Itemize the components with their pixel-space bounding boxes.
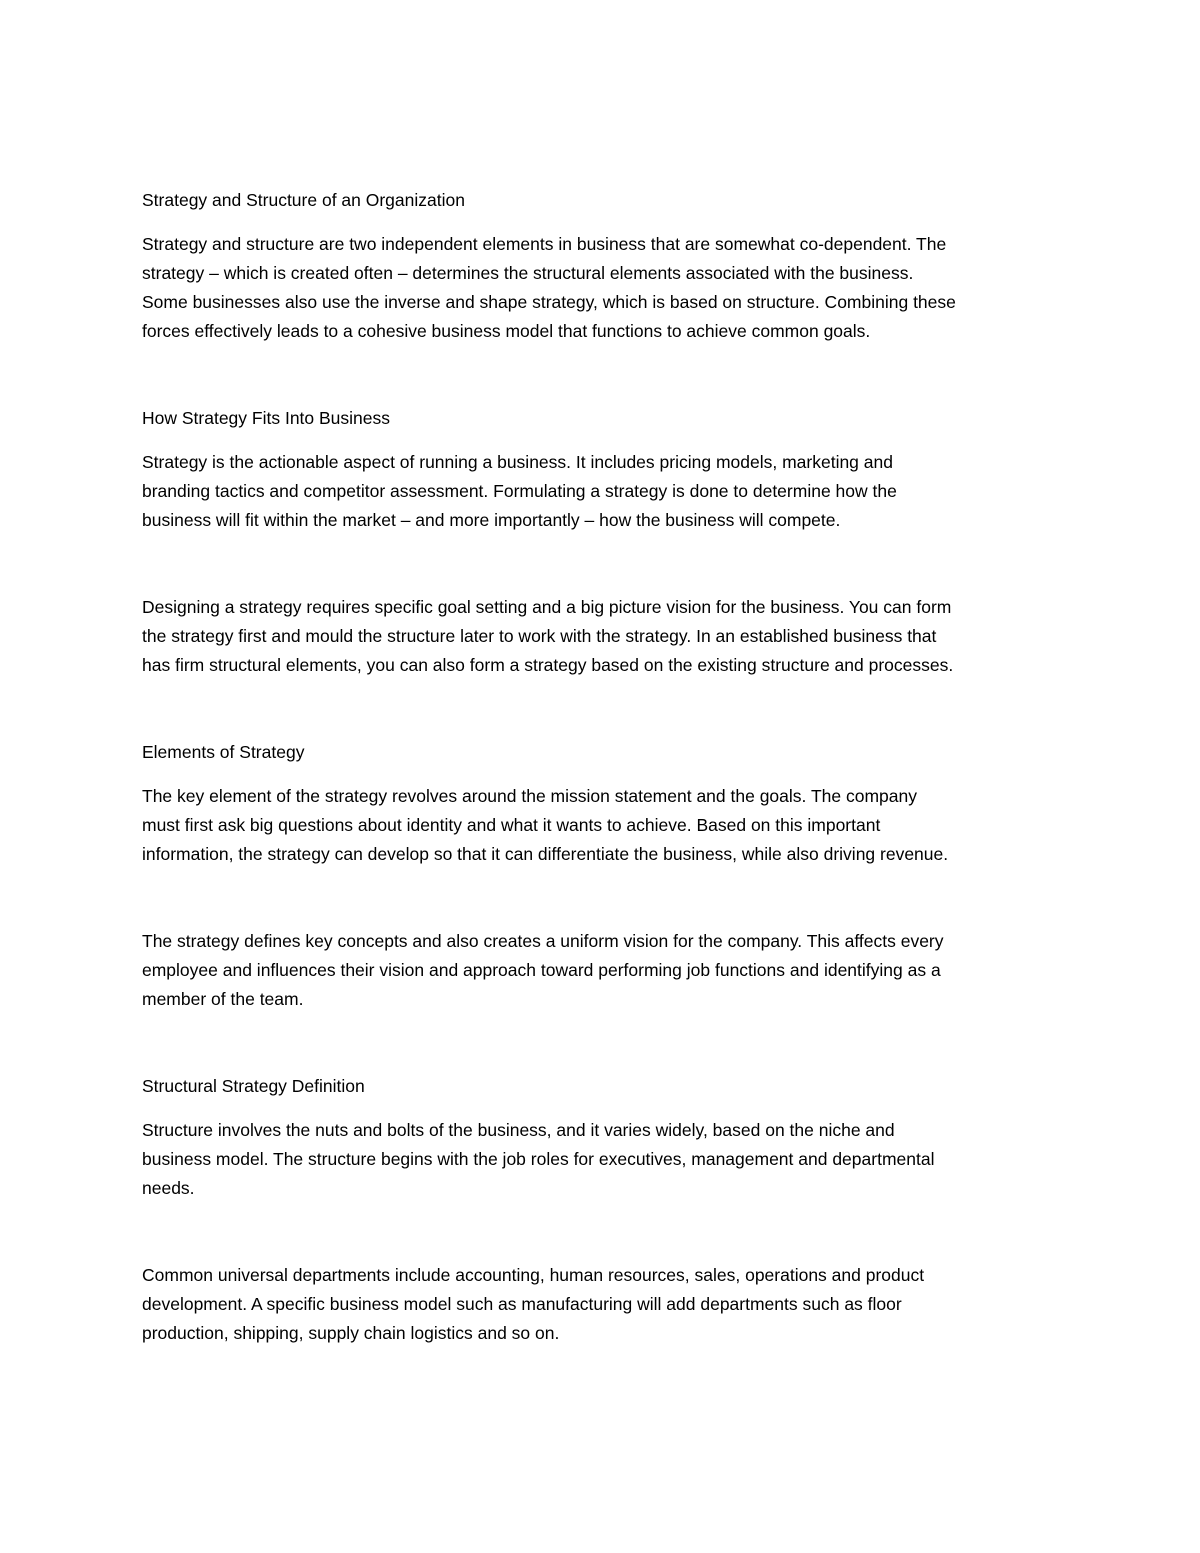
section-heading: Strategy and Structure of an Organization	[142, 190, 465, 210]
paragraph-line: strategy – which is created often – determines the structural elements associated with the business.	[142, 263, 914, 283]
paragraph	[142, 230, 1072, 346]
paragraph-line: The strategy defines key concepts and also creates a uniform vision for the company. This affects every	[142, 931, 944, 951]
section-heading: How Strategy Fits Into Business	[142, 408, 391, 428]
paragraph	[142, 1261, 1072, 1348]
paragraph-line: business model. The structure begins with the job roles for executives, management and departmental	[142, 1149, 935, 1169]
paragraph-line: employee and influences their vision and approach toward performing job functions and identifying as a	[142, 960, 941, 980]
section-heading: Elements of Strategy	[142, 742, 305, 762]
paragraph-line: production, shipping, supply chain logistics and so on.	[142, 1323, 560, 1343]
paragraph-line: The key element of the strategy revolves around the mission statement and the goals. The company	[142, 786, 917, 806]
paragraph-line: branding tactics and competitor assessment. Formulating a strategy is done to determine how the	[142, 481, 897, 501]
paragraph-line: the strategy first and mould the structure later to work with the strategy. In an established business that	[142, 626, 937, 646]
paragraph-line: forces effectively leads to a cohesive business model that functions to achieve common goals.	[142, 321, 871, 341]
paragraph-line: Some businesses also use the inverse and shape strategy, which is based on structure. Combining these	[142, 292, 956, 312]
paragraph-line: member of the team.	[142, 989, 304, 1009]
paragraph-line: Strategy and structure are two independent elements in business that are somewhat co-dependent. The	[142, 234, 947, 254]
paragraph-line: business will fit within the market – and more importantly – how the business will compete.	[142, 510, 841, 530]
paragraph	[142, 448, 1072, 535]
paragraph-line: development. A specific business model such as manufacturing will add departments such as floor	[142, 1294, 902, 1314]
section-structural-strategy-definition	[142, 1072, 1072, 1348]
paragraph	[142, 927, 1072, 1014]
paragraph-line: Designing a strategy requires specific goal setting and a big picture vision for the business. You can form	[142, 597, 952, 617]
paragraph	[142, 1116, 1072, 1203]
document-body	[142, 186, 1072, 1348]
paragraph	[142, 593, 1072, 680]
paragraph-line: Structure involves the nuts and bolts of the business, and it varies widely, based on the niche and	[142, 1120, 895, 1140]
paragraph-line: needs.	[142, 1178, 195, 1198]
paragraph-line: Strategy is the actionable aspect of running a business. It includes pricing models, marketing and	[142, 452, 893, 472]
section-elements-of-strategy	[142, 738, 1072, 1014]
paragraph-line: information, the strategy can develop so that it can differentiate the business, while also driving revenue.	[142, 844, 949, 864]
paragraph-line: has firm structural elements, you can also form a strategy based on the existing structure and processes.	[142, 655, 954, 675]
section-how-strategy-fits	[142, 404, 1072, 680]
section-strategy-and-structure	[142, 186, 1072, 346]
paragraph-line: Common universal departments include accounting, human resources, sales, operations and product	[142, 1265, 925, 1285]
paragraph-line: must first ask big questions about identity and what it wants to achieve. Based on this important	[142, 815, 881, 835]
section-heading: Structural Strategy Definition	[142, 1076, 365, 1096]
paragraph	[142, 782, 1072, 869]
